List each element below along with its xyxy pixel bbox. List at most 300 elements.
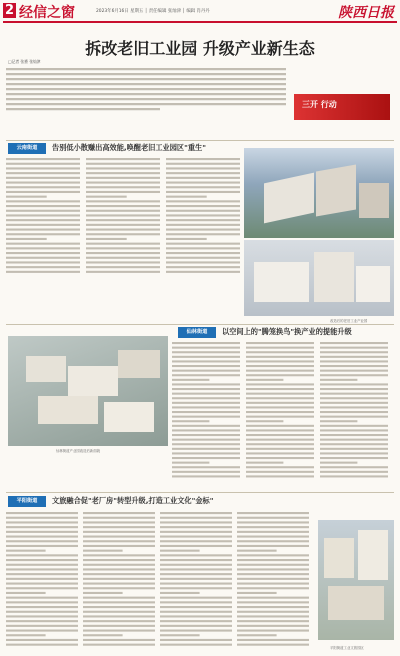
text-line	[237, 592, 277, 594]
text-line	[320, 416, 388, 418]
text-line	[172, 434, 240, 436]
text-line	[166, 214, 240, 216]
text-line	[246, 360, 314, 362]
text-line	[6, 517, 78, 519]
header-rule	[3, 21, 397, 23]
photo-3-caption: 平阳街道工业文旅园区	[330, 646, 364, 650]
text-line	[166, 219, 240, 221]
text-line	[160, 578, 232, 580]
text-line	[246, 466, 314, 468]
byline: □记者 张赟 张灿津	[8, 59, 41, 64]
section-1-title: 告别低小散赚出高效能,唤醒老旧工业园区"重生"	[52, 143, 206, 152]
text-line	[6, 615, 78, 617]
section-3-tag: 平阳街道	[8, 496, 46, 507]
text-line	[172, 402, 240, 404]
brand-logo: 陕西日报	[338, 5, 394, 21]
text-line	[237, 615, 309, 617]
text-line	[246, 434, 314, 436]
text-line	[6, 257, 80, 259]
text-line	[172, 370, 240, 372]
text-line	[172, 448, 240, 450]
text-line	[6, 233, 80, 235]
text-line	[166, 266, 240, 268]
text-line	[166, 191, 240, 193]
text-line	[6, 88, 286, 90]
text-line	[6, 540, 78, 542]
text-line	[6, 620, 78, 622]
text-line	[320, 379, 357, 381]
photo-1-caption: 改造后的老旧工业产业园	[330, 319, 368, 323]
text-line	[6, 601, 78, 603]
text-line	[172, 462, 209, 464]
text-line	[6, 177, 80, 179]
section-3-divider	[6, 492, 394, 493]
text-line	[6, 205, 80, 207]
text-line	[320, 443, 388, 445]
text-line	[6, 639, 78, 641]
text-line	[166, 243, 240, 245]
text-line	[160, 644, 232, 646]
text-line	[237, 578, 309, 580]
text-line	[6, 526, 78, 528]
text-line	[83, 568, 155, 570]
text-line	[6, 611, 78, 613]
text-line	[166, 172, 240, 174]
text-line	[83, 573, 155, 575]
text-line	[166, 233, 240, 235]
text-line	[166, 229, 240, 231]
text-line	[6, 238, 47, 240]
text-line	[172, 342, 240, 344]
text-line	[6, 592, 46, 594]
text-line	[160, 639, 232, 641]
text-line	[6, 630, 78, 632]
text-line	[160, 634, 200, 636]
text-line	[6, 186, 80, 188]
text-line	[246, 462, 283, 464]
text-line	[6, 219, 80, 221]
text-line	[83, 531, 155, 533]
text-line	[86, 205, 160, 207]
text-line	[237, 606, 309, 608]
text-line	[86, 229, 160, 231]
text-line	[237, 634, 277, 636]
text-line	[320, 462, 357, 464]
text-line	[6, 512, 78, 514]
text-line	[86, 210, 160, 212]
text-line	[160, 587, 232, 589]
text-line	[83, 583, 155, 585]
text-line	[166, 182, 240, 184]
text-line	[320, 370, 388, 372]
text-line	[320, 374, 388, 376]
issue-meta: 2023年6月16日 星期五 │ 责任编辑 张灿津 │ 编辑 肖丹丹	[96, 9, 210, 14]
text-line	[83, 554, 155, 556]
text-line	[6, 568, 78, 570]
text-line	[86, 167, 160, 169]
text-line	[166, 200, 240, 202]
text-line	[166, 205, 240, 207]
section-title: 经信之窗	[19, 5, 75, 21]
text-line	[160, 521, 232, 523]
text-line	[166, 238, 207, 240]
text-line	[160, 597, 232, 599]
text-line	[237, 583, 309, 585]
text-line	[246, 365, 314, 367]
text-line	[320, 356, 388, 358]
text-line	[6, 644, 78, 646]
text-line	[172, 388, 240, 390]
text-line	[166, 177, 240, 179]
text-line	[320, 471, 388, 473]
text-line	[83, 639, 155, 641]
text-line	[86, 252, 160, 254]
text-line	[172, 383, 240, 385]
text-line	[166, 261, 240, 263]
text-line	[166, 210, 240, 212]
text-line	[320, 347, 388, 349]
text-line	[160, 625, 232, 627]
text-line	[172, 416, 240, 418]
text-line	[246, 443, 314, 445]
text-line	[320, 457, 388, 459]
text-line	[83, 625, 155, 627]
text-line	[6, 158, 80, 160]
text-line	[83, 521, 155, 523]
text-line	[320, 351, 388, 353]
text-line	[166, 167, 240, 169]
text-line	[172, 411, 240, 413]
text-line	[83, 578, 155, 580]
text-line	[237, 630, 309, 632]
text-line	[320, 383, 388, 385]
text-line	[6, 210, 80, 212]
text-line	[6, 224, 80, 226]
text-line	[160, 559, 232, 561]
text-line	[172, 351, 240, 353]
text-line	[83, 597, 155, 599]
text-line	[6, 93, 286, 95]
text-line	[86, 243, 160, 245]
text-line	[246, 383, 314, 385]
text-line	[83, 630, 155, 632]
text-line	[6, 214, 80, 216]
text-line	[86, 238, 127, 240]
text-line	[160, 540, 232, 542]
text-line	[320, 397, 388, 399]
text-line	[320, 466, 388, 468]
text-line	[6, 550, 46, 552]
text-line	[237, 611, 309, 613]
text-line	[6, 196, 47, 198]
text-line	[86, 172, 160, 174]
text-line	[166, 252, 240, 254]
text-line	[86, 257, 160, 259]
text-line	[320, 411, 388, 413]
text-line	[160, 592, 200, 594]
text-line	[237, 550, 277, 552]
text-line	[166, 271, 240, 273]
text-line	[160, 573, 232, 575]
text-line	[160, 554, 232, 556]
section-number: 2	[4, 3, 15, 18]
text-line	[237, 644, 309, 646]
text-line	[320, 420, 357, 422]
text-line	[6, 252, 80, 254]
text-line	[246, 475, 314, 477]
text-line	[172, 374, 240, 376]
text-line	[246, 439, 314, 441]
text-line	[237, 517, 309, 519]
section-1-text	[6, 158, 240, 278]
text-line	[6, 182, 80, 184]
text-line	[320, 439, 388, 441]
text-line	[86, 158, 160, 160]
text-line	[246, 393, 314, 395]
text-line	[86, 177, 160, 179]
text-line	[86, 247, 160, 249]
text-line	[160, 550, 200, 552]
text-line	[237, 512, 309, 514]
campaign-badge	[294, 94, 390, 120]
text-line	[320, 365, 388, 367]
text-line	[246, 374, 314, 376]
text-line	[320, 388, 388, 390]
issue-weekday: 星期五	[130, 9, 144, 14]
text-line	[172, 457, 240, 459]
text-line	[172, 466, 240, 468]
text-line	[6, 559, 78, 561]
responsible-editor: 责任编辑 张灿津	[148, 9, 181, 14]
text-line	[83, 517, 155, 519]
issue-date: 2023年6月16日	[96, 9, 129, 14]
text-line	[246, 452, 314, 454]
text-line	[320, 425, 388, 427]
text-line	[86, 233, 160, 235]
text-line	[6, 243, 80, 245]
text-line	[166, 158, 240, 160]
text-line	[6, 172, 80, 174]
text-line	[166, 224, 240, 226]
text-line	[160, 583, 232, 585]
text-line	[6, 587, 78, 589]
photo-mid-right	[244, 240, 394, 316]
text-line	[6, 578, 78, 580]
main-headline: 拆改老旧工业园 升级产业新生态	[85, 39, 315, 58]
text-line	[6, 583, 78, 585]
text-line	[246, 411, 314, 413]
text-line	[246, 379, 283, 381]
text-line	[6, 536, 78, 538]
text-line	[6, 103, 286, 105]
section-3-text	[6, 512, 314, 652]
text-line	[83, 545, 155, 547]
text-line	[6, 229, 80, 231]
text-line	[172, 365, 240, 367]
text-line	[160, 601, 232, 603]
text-line	[246, 342, 314, 344]
text-line	[86, 186, 160, 188]
text-line	[83, 592, 123, 594]
section-2-text	[172, 342, 394, 482]
text-line	[6, 108, 160, 110]
text-line	[160, 611, 232, 613]
text-line	[246, 351, 314, 353]
section-2-tag: 仙林街道	[178, 327, 216, 338]
text-line	[83, 634, 123, 636]
text-line	[160, 630, 232, 632]
text-line	[160, 517, 232, 519]
text-line	[320, 342, 388, 344]
text-line	[6, 271, 80, 273]
text-line	[172, 471, 240, 473]
text-line	[237, 536, 309, 538]
text-line	[237, 587, 309, 589]
section-1-tag: 云南街道	[8, 143, 46, 154]
text-line	[246, 420, 283, 422]
text-line	[237, 540, 309, 542]
text-line	[172, 443, 240, 445]
text-line	[166, 186, 240, 188]
text-line	[160, 526, 232, 528]
text-line	[172, 420, 209, 422]
text-line	[237, 639, 309, 641]
text-line	[172, 356, 240, 358]
text-line	[6, 531, 78, 533]
text-line	[172, 475, 240, 477]
text-line	[237, 597, 309, 599]
text-line	[172, 452, 240, 454]
text-line	[6, 554, 78, 556]
text-line	[246, 425, 314, 427]
text-line	[160, 564, 232, 566]
text-line	[83, 526, 155, 528]
text-line	[83, 587, 155, 589]
text-line	[160, 545, 232, 547]
text-line	[6, 261, 80, 263]
text-line	[83, 644, 155, 646]
text-line	[6, 191, 80, 193]
text-line	[246, 397, 314, 399]
text-line	[246, 406, 314, 408]
text-line	[83, 615, 155, 617]
text-line	[246, 471, 314, 473]
text-line	[320, 434, 388, 436]
text-line	[237, 521, 309, 523]
text-line	[83, 601, 155, 603]
text-line	[86, 191, 160, 193]
text-line	[6, 634, 46, 636]
text-line	[83, 512, 155, 514]
text-line	[86, 271, 160, 273]
photo-top-right	[244, 148, 394, 238]
photo-2-caption: 仙林街道产业园改造后新面貌	[56, 449, 101, 453]
designer: 编辑 肖丹丹	[186, 9, 210, 14]
text-line	[166, 257, 240, 259]
text-line	[320, 448, 388, 450]
text-line	[166, 163, 240, 165]
text-line	[6, 573, 78, 575]
text-line	[320, 402, 388, 404]
text-line	[237, 526, 309, 528]
text-line	[246, 416, 314, 418]
text-line	[246, 429, 314, 431]
text-line	[86, 266, 160, 268]
text-line	[160, 536, 232, 538]
text-line	[6, 83, 286, 85]
text-line	[172, 425, 240, 427]
text-line	[320, 360, 388, 362]
text-line	[6, 98, 286, 100]
text-line	[6, 68, 286, 70]
text-line	[83, 606, 155, 608]
section-3-title: 文旅融合促"老厂房"转型升级,打造工业文化"金标"	[52, 496, 214, 505]
text-line	[172, 439, 240, 441]
text-line	[86, 261, 160, 263]
text-line	[172, 379, 209, 381]
text-line	[172, 406, 240, 408]
text-line	[320, 393, 388, 395]
text-line	[246, 388, 314, 390]
text-line	[83, 536, 155, 538]
text-line	[6, 200, 80, 202]
text-line	[172, 393, 240, 395]
text-line	[246, 370, 314, 372]
text-line	[172, 429, 240, 431]
text-line	[6, 606, 78, 608]
text-line	[166, 247, 240, 249]
photo-aerial-left	[8, 336, 168, 446]
text-line	[246, 448, 314, 450]
text-line	[237, 545, 309, 547]
text-line	[86, 196, 127, 198]
text-line	[83, 611, 155, 613]
text-line	[246, 347, 314, 349]
text-line	[246, 457, 314, 459]
text-line	[6, 597, 78, 599]
text-line	[172, 360, 240, 362]
text-line	[83, 540, 155, 542]
text-line	[320, 429, 388, 431]
text-line	[246, 356, 314, 358]
text-line	[166, 196, 207, 198]
text-line	[86, 163, 160, 165]
text-line	[320, 406, 388, 408]
text-line	[237, 564, 309, 566]
text-line	[86, 219, 160, 221]
text-line	[237, 625, 309, 627]
text-line	[6, 247, 80, 249]
text-line	[83, 620, 155, 622]
text-line	[83, 564, 155, 566]
text-line	[172, 397, 240, 399]
text-line	[86, 224, 160, 226]
text-line	[86, 200, 160, 202]
text-line	[6, 78, 286, 80]
text-line	[172, 347, 240, 349]
text-line	[237, 559, 309, 561]
text-line	[320, 452, 388, 454]
text-line	[6, 163, 80, 165]
text-line	[237, 573, 309, 575]
text-line	[237, 554, 309, 556]
text-line	[6, 564, 78, 566]
text-line	[237, 620, 309, 622]
section-1-divider	[6, 140, 394, 141]
text-line	[86, 182, 160, 184]
section-2-title: 以空间上的"腾笼换鸟"换产业的提能升级	[222, 327, 352, 336]
section-2-divider	[6, 324, 394, 325]
